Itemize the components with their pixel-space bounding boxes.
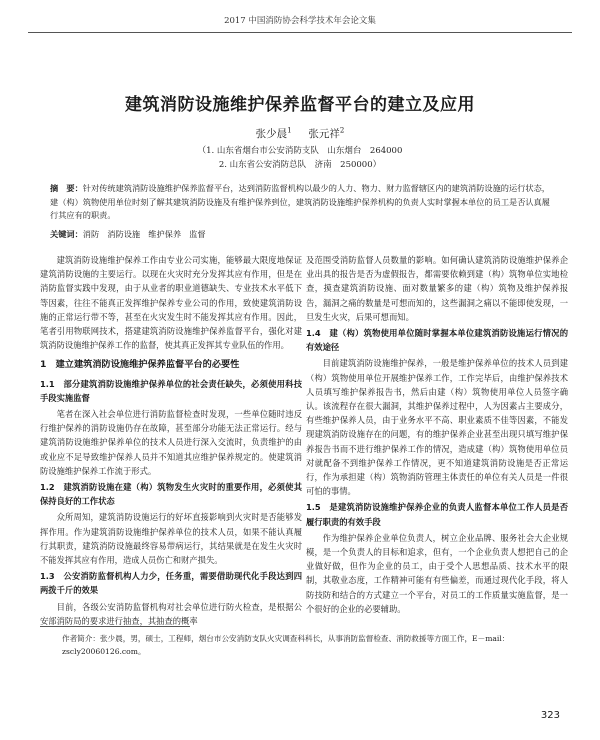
author-1: 张少晨 — [255, 128, 288, 140]
paragraph: 目前建筑消防设施维护保养，一般是维护保养单位的技术人员到建（构）筑物使用单位开展维护保养工作，工作完毕后，由维护保养技术人员填写维护保养报告书，然后由建（构）筑物使用单位人员签字确认。该流程存在很大漏洞，其维护保养过程中，人为因素占主要成分，有些维护保养人员，由于业务水平不高、职业素质不佳等因素，不能发现建筑消防设施存在的问题，有的维护保养企业甚至出现只填写维护保养报告书而不进行维护保养工作的情况，造成建（构）筑物使用单位员对就配备不到维护保养工作情况，更不知道建筑消防设施是否正常运行，作为承担建（构）筑物消防管理主体责任的单位有关人员是一件很可怕的事情。 — [306, 358, 568, 497]
affiliation-2: 2. 山东省公安消防总队 济南 250000） — [218, 160, 382, 170]
page-number: 323 — [540, 710, 560, 721]
subsection-heading-1-3: 1.3 公安消防监督机构人力少，任务重，需要借助现代化手段达到四两拨千斤的效果 — [40, 571, 302, 596]
subsection-heading-1-1: 1.1 部分建筑消防设施维护保养单位的社会责任缺失，必须使用科技手段实施监督 — [40, 378, 302, 403]
author-1-affil-mark: 1 — [287, 126, 292, 135]
author-footnote: 作者简介：张少晨，男，硕士，工程师，烟台市公安消防支队火灾调查科科长，从事消防监督检查、消防救援等方面工作，E－mail：zscly20060126.com。 — [62, 634, 510, 656]
abstract-label: 摘 要： — [50, 183, 83, 193]
left-column — [40, 253, 302, 628]
authors — [0, 126, 600, 141]
paper-title: 建筑消防设施维护保养监督平台的建立及应用 — [125, 95, 475, 115]
section-heading-1: 1 建立建筑消防设施维护保养监督平台的必要性 — [40, 359, 240, 371]
paragraph: 目前，各级公安消防监督机构对社会单位进行防火检查，是根据公安部消防局的要求进行抽查，其抽查的概率 — [40, 601, 302, 626]
keywords-text: 消防 消防设施 维护保养 监督 — [82, 229, 206, 239]
subsection-heading-1-4: 1.4 建（构）筑物使用单位随时掌握本单位建筑消防设施运行情况的有效途径 — [306, 328, 568, 353]
paragraph: 众所周知，建筑消防设施运行的好坏直接影响到火灾时是否能够发挥作用。作为建筑消防设施维护保养单位的技术人员，如果不能认真履行其职责，建筑消防设施最终容易带病运行，其结果就是在发生火灾时不能发挥其应有作用，造成人员伤亡和财产损失。 — [40, 512, 302, 566]
keywords-label: 关键词： — [50, 229, 83, 239]
running-head: 2017 中国消防协会科学技术年会论文集 — [224, 16, 376, 26]
abstract-text: 针对传统建筑消防设施维护保养监督平台，达到消防监督机构以最少的人力、物力、财力监督辖区内的建筑消防设施的运行状态，建（构）筑物使用单位时刻了解其建筑消防设施及有维护保养到位，建筑消防设施维护保养机构的负责人实时掌握本单位的员工是否认真履行其应有的职责。 — [50, 183, 550, 220]
paragraph: 作为维护保养企业单位负责人，树立企业品牌、服务社会大企业规模，是一个负责人的目标和追求，但有，一个企业负责人想把自己的企业做好做，但作为企业的员工，由于受个人思想品质、技术水平的限制，其敬业态度，工作精神可能有有些偏差，而通过现代化手段，将人防技防和结合的方式建立一个平台，对员工的工作质量实施监督，是一个很好的企业的必要辅助。 — [306, 532, 568, 614]
header-rule — [28, 32, 572, 33]
affiliation-1: （1. 山东省烟台市公安消防支队 山东烟台 264000 — [197, 146, 403, 156]
author-2: 张元祥 — [308, 128, 340, 140]
subsection-heading-1-5: 1.5 是建筑消防设施维护保养企业的负责人监督本单位工作人员是否履行职责的有效手段 — [306, 502, 568, 527]
subsection-heading-1-2: 1.2 建筑消防设施在建（构）筑物发生火灾时的重要作用，必须使其保持良好的工作状态 — [40, 482, 302, 507]
paragraph: 及范围受消防监督人员数量的影响。如何确认建筑消防设施维护保养企业出具的报告是否为虚假报告，都需要依赖到建（构）筑物单位实地检查，摸查建筑消防设施、面对数量繁多的建（构）筑物及维护保养报告，漏洞之痛的数量是可想而知的，这些漏洞之痛以不能即使发现，一旦发生火灾，后果可想而知。 — [306, 255, 568, 322]
right-column — [306, 253, 568, 616]
footnote-rule — [40, 626, 190, 627]
author-2-affil-mark: 2 — [339, 126, 345, 135]
abstract — [50, 182, 550, 223]
paragraph: 笔者在深入社会单位进行消防监督检查时发现，一些单位随时违反行维护保养的消防设施仍存在故障，甚至部分功能无法正常运行。经与建筑消防设施维护保养单位的技术人员进行深入交流时，负责维护的由或业应不足导致维护保养人员并不知道其应维护保养规定的。使建筑消防设施维护保养工作流于形式。 — [40, 409, 302, 476]
paragraph: 建筑消防设施维护保养工作由专业公司实施，能够最大限度地保证建筑消防设施的主要运行。以现在火灾时充分发挥其应有作用，但是在消防监督实践中发现，由于从业者的职业道德缺失、专业技术水平低下等因素，往往不能真正发挥维护保养专业公司的作用，致使建筑消防设施的正常运行带不等，甚至在火灾发生时不能发挥其应有作用。因此，笔者引用物联网技术，搭建建筑消防设施维护保养监督平台，强化对建筑消防设施维护保养工作的监督，使其真正发挥其专业队伍的作用。 — [40, 255, 302, 351]
keywords — [50, 228, 550, 241]
